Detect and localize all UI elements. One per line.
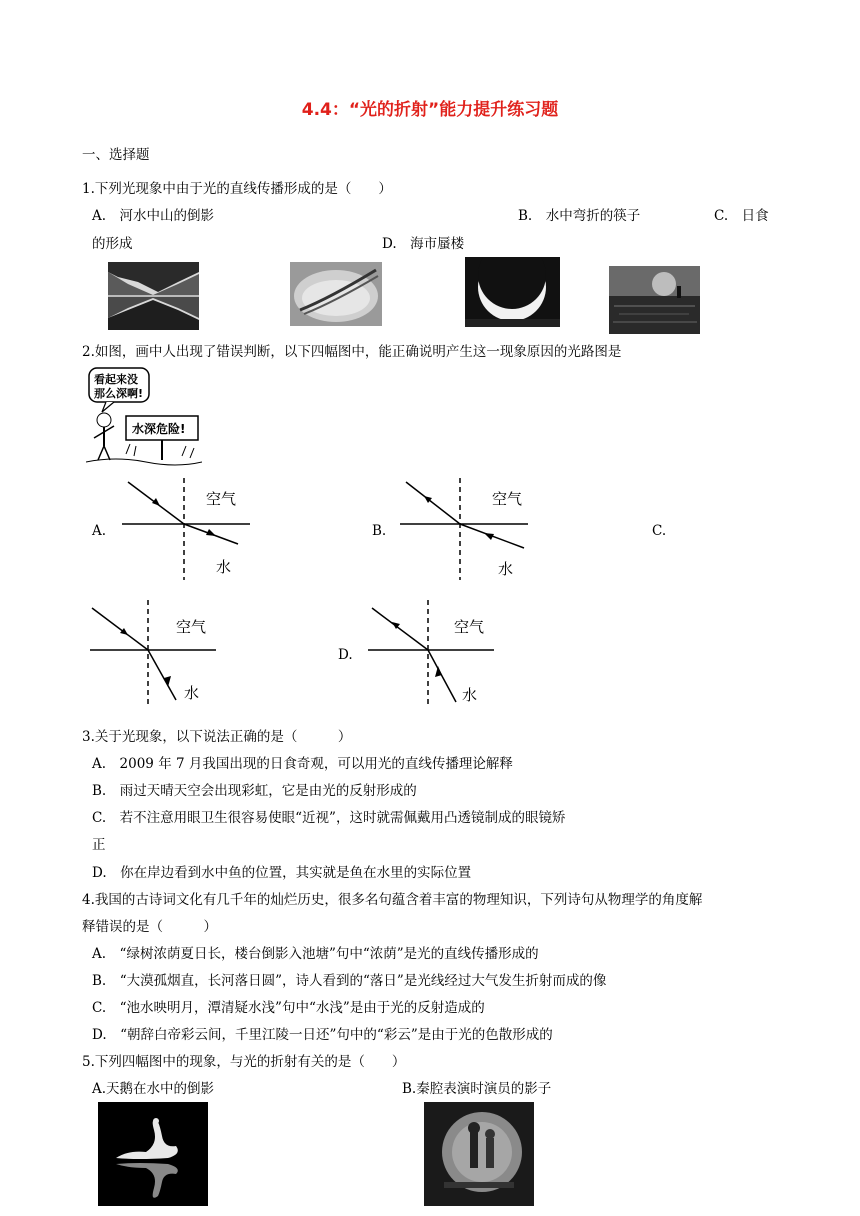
shadow-play-photo <box>424 1102 534 1206</box>
question-3-option-d: D. 你在岸边看到水中鱼的位置，其实就是鱼在水里的实际位置 <box>92 865 472 881</box>
question-5-option-a: A.天鹅在水中的倒影 <box>92 1081 215 1097</box>
question-4-stem-line2: 释错误的是（ ） <box>82 919 217 935</box>
question-3-option-c: C. 若不注意用眼卫生很容易使眼“近视”，这时就需佩戴用凸透镜制成的眼镜矫 <box>92 810 566 826</box>
question-4-option-b: B. “大漠孤烟直，长河落日圆”，诗人看到的“落日”是光线经过大气发生折射而成的像 <box>92 973 607 989</box>
light-path-diagram-b <box>398 476 538 586</box>
air-label: 空气 <box>176 618 207 636</box>
question-1-option-c-cont: 的形成 <box>92 236 133 252</box>
question-4-option-a: A. “绿树浓荫夏日长，楼台倒影入池塘”句中“浓荫”是光的直线传播形成的 <box>92 946 539 962</box>
light-path-diagram-d <box>366 598 506 708</box>
cartoon-bubble-line1: 看起来没 <box>94 373 138 386</box>
mirage-photo <box>609 266 700 334</box>
solar-eclipse-photo <box>465 257 560 327</box>
water-label: 水 <box>498 560 514 578</box>
bent-chopsticks-photo <box>290 262 382 326</box>
question-3-option-a: A. 2009 年 7 月我国出现的日食奇观，可以用光的直线传播理论解释 <box>92 756 513 772</box>
question-5-option-b: B.秦腔表演时演员的影子 <box>402 1081 552 1097</box>
air-label: 空气 <box>206 490 237 508</box>
question-4-stem-line1: 4.我国的古诗词文化有几千年的灿烂历史，很多名句蕴含着丰富的物理知识，下列诗句从物理学的角度解 <box>82 892 703 908</box>
water-label: 水 <box>462 686 478 704</box>
question-3-option-b: B. 雨过天晴天空会出现彩虹，它是由光的反射形成的 <box>92 783 417 799</box>
question-1-option-a: A. 河水中山的倒影 <box>92 208 215 224</box>
cartoon-bubble-line2: 那么深啊! <box>94 387 144 400</box>
question-1-option-d: D. 海市蜃楼 <box>382 236 465 252</box>
question-3-stem: 3.关于光现象，以下说法正确的是（ ） <box>82 729 352 745</box>
cartoon-illustration <box>86 364 202 467</box>
mountain-reflection-photo <box>108 262 199 330</box>
swan-reflection-photo <box>98 1102 208 1206</box>
question-1-option-c: C. 日食 <box>714 208 769 224</box>
question-4-option-c: C. “池水映明月，潭清疑水浅”句中“水浅”是由于光的反射造成的 <box>92 1000 485 1016</box>
air-label: 空气 <box>454 618 485 636</box>
diagram-b-label: B. <box>372 523 387 539</box>
section-heading: 一、选择题 <box>82 147 150 163</box>
diagram-c-label: C. <box>652 523 667 539</box>
question-4-option-d: D. “朝辞白帝彩云间，千里江陵一日还”句中的“彩云”是由于光的色散形成的 <box>92 1027 553 1043</box>
light-path-diagram-c <box>88 598 228 708</box>
air-label: 空气 <box>492 490 523 508</box>
question-1-option-b: B. 水中弯折的筷子 <box>518 208 641 224</box>
diagram-a-label: A. <box>92 523 107 539</box>
question-2-stem: 2.如图，画中人出现了错误判断，以下四幅图中，能正确说明产生这一现象原因的光路图是 <box>82 344 622 360</box>
cartoon-sign-text: 水深危险! <box>132 422 186 436</box>
diagram-d-label: D. <box>338 647 353 663</box>
question-5-stem: 5.下列四幅图中的现象，与光的折射有关的是（ ） <box>82 1054 406 1070</box>
water-label: 水 <box>184 684 200 702</box>
water-label: 水 <box>216 558 232 576</box>
question-1-stem: 1.下列光现象中由于光的直线传播形成的是（ ） <box>82 181 392 197</box>
question-3-option-c-cont: 正 <box>92 837 106 853</box>
light-path-diagram-a <box>120 476 260 586</box>
page-title: 4.4：“光的折射”能力提升练习题 <box>301 100 559 120</box>
